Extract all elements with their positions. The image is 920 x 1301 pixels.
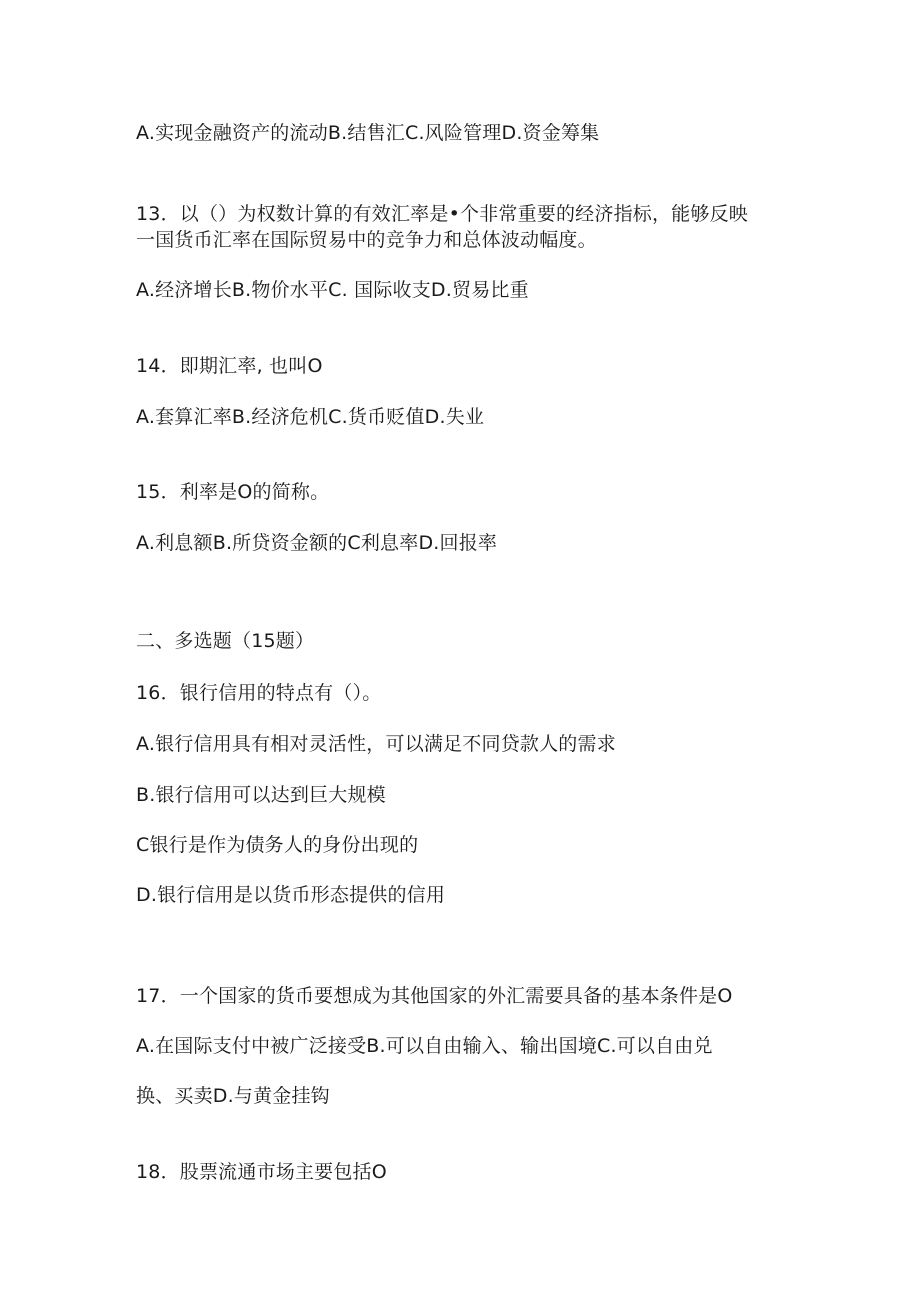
q18-stem: 18．股票流通市场主要包括O — [136, 1161, 387, 1183]
q16-option-c: C银行是作为债务人的身份出现的 — [136, 834, 419, 856]
q14-options: A.套算汇率B.经济危机C.货币贬值D.失业 — [136, 406, 485, 428]
q15-options: A.利息额B.所贷资金额的C利息率D.回报率 — [136, 532, 498, 554]
q13-stem-line2: 一国货币汇率在国际贸易中的竞争力和总体波动幅度。 — [136, 229, 597, 251]
q16-option-b: B.银行信用可以达到巨大规模 — [136, 784, 386, 806]
q13-stem-line1: 13．以（）为权数计算的有效汇率是•个非常重要的经济指标，能够反映 — [136, 203, 748, 225]
q12-options: A.实现金融资产的流动B.结售汇C.风险管理D.资金筹集 — [136, 122, 600, 144]
section-heading-multiple-choice: 二、多选题（15题） — [136, 630, 315, 652]
q17-options-line2: 换、买卖D.与黄金挂钩 — [136, 1085, 330, 1107]
q17-options-line1: A.在国际支付中被广泛接受B.可以自由输入、输出国境C.可以自由兑 — [136, 1035, 713, 1057]
q16-option-d: D.银行信用是以货币形态提供的信用 — [136, 884, 446, 906]
q16-stem: 16．银行信用的特点有（）。 — [136, 682, 382, 704]
q13-options: A.经济增长B.物价水平C. 国际收支D.贸易比重 — [136, 279, 529, 301]
q16-option-a: A.银行信用具有相对灵活性，可以满足不同贷款人的需求 — [136, 733, 616, 755]
q15-stem: 15．利率是O的简称。 — [136, 481, 330, 503]
q17-stem: 17．一个国家的货币要想成为其他国家的外汇需要具备的基本条件是O — [136, 985, 733, 1007]
q14-stem: 14．即期汇率, 也叫O — [136, 355, 323, 377]
